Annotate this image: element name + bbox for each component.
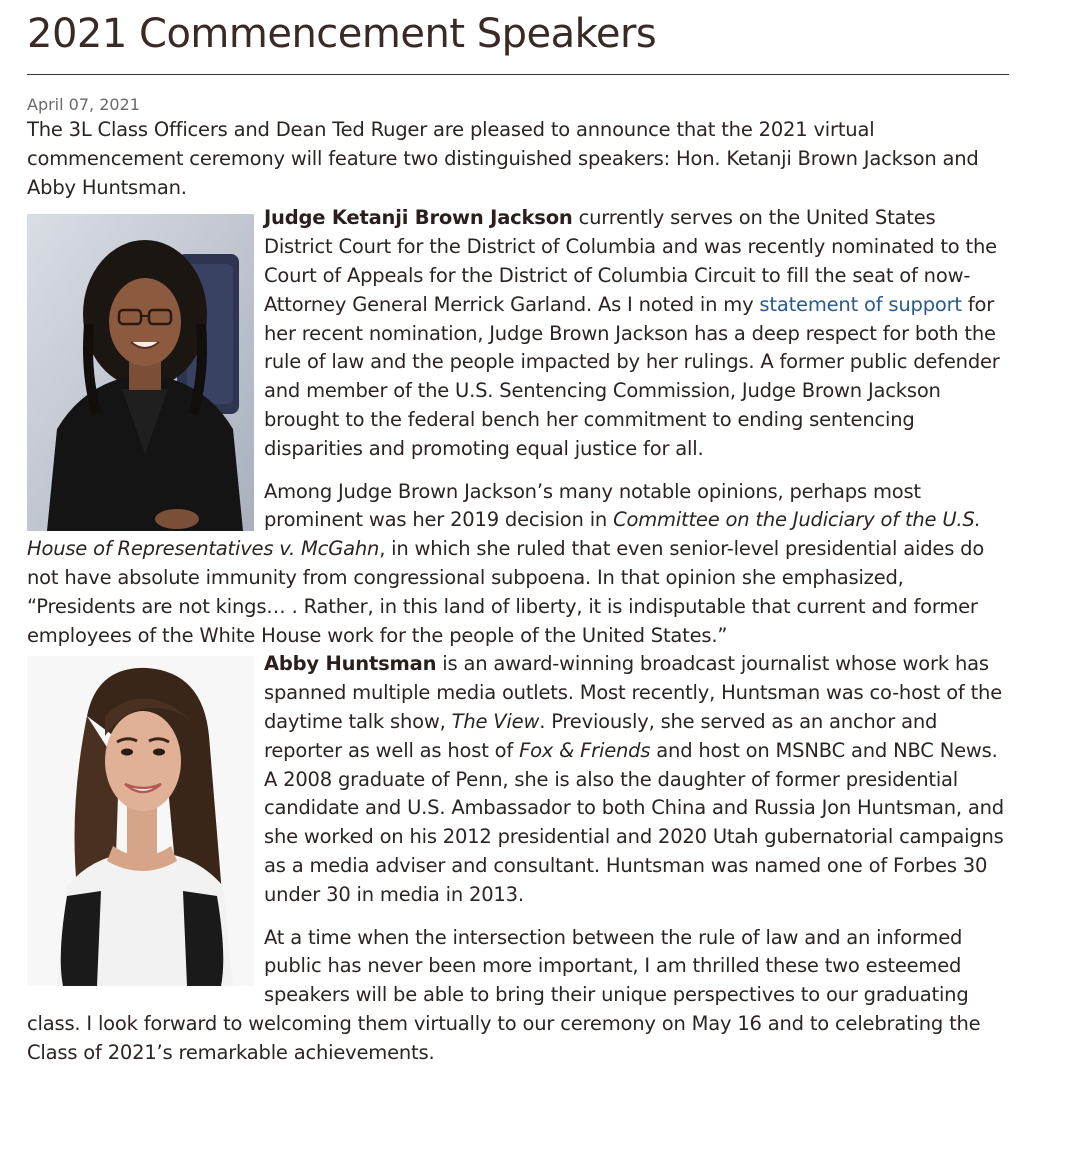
judge-name: Judge Ketanji Brown Jackson bbox=[264, 206, 573, 230]
page-title: 2021 Commencement Speakers bbox=[27, 11, 657, 57]
abby-section bbox=[27, 650, 1009, 1067]
show-fox-and-friends: Fox & Friends bbox=[519, 738, 651, 762]
judge-photo bbox=[27, 214, 254, 531]
intro-paragraph: The 3L Class Officers and Dean Ted Ruger are pleased to announce that the 2021 virtual commencement ceremony will feature two distinguished speakers: Hon. Ketanji Brown Jackson and Abby Huntsman. bbox=[27, 118, 979, 199]
case-name: Committee on the Judiciary of the U.S. House of Representatives v. McGahn bbox=[27, 508, 981, 561]
abby-name: Abby Huntsman bbox=[264, 652, 437, 676]
abby-bio-text-a: is an award-winning broadcast journalist whose work has spanned multiple media outlets. Most recently, Huntsman was co-host of the daytime talk show, bbox=[264, 652, 1002, 733]
closing-paragraph: At a time when the intersection between the rule of law and an informed public has never been more important, I am thrilled these two esteemed speakers will be able to bring their unique perspectives to our graduating class. I look forward to welcoming them virtually to our ceremony on May 16 and to celebrating the Class of 2021’s remarkable achievements. bbox=[27, 925, 981, 1064]
publish-date: April 07, 2021 bbox=[27, 95, 140, 114]
article-body bbox=[27, 116, 1009, 1068]
judge-section bbox=[27, 204, 1009, 650]
judge-bio-text-b: for her recent nomination, Judge Brown Jackson has a deep respect for both the rule of law and the people impacted by her rulings. A former public defender and member of the U.S. Sentencing Commission, Judge Brown Jackson brought to the federal bench her commitment to ending sentencing disparities and promoting equal justice for all. bbox=[264, 292, 1000, 460]
judge-opinion-text-a: Among Judge Brown Jackson’s many notable opinions, perhaps most prominent was her 2019 decision in bbox=[264, 479, 921, 532]
abby-photo bbox=[27, 656, 254, 986]
judge-opinion-text-b: , in which she ruled that even senior-level presidential aides do not have absolute immunity from congressional subpoena. In that opinion she emphasized, “Presidents are not kings… . Rather, in this land of liberty, it is indisputable that current and former employees of the White House work for the people of the United States.” bbox=[27, 537, 985, 647]
abby-bio-text-b: . Previously, she served as an anchor and reporter as well as host of bbox=[264, 709, 938, 762]
judge-bio-text-a: currently serves on the United States District Court for the District of Columbia and was recently nominated to the Court of Appeals for the District of Columbia Circuit to fill the seat of now-Attorney General Merrick Garland. As I noted in my bbox=[264, 206, 997, 316]
statement-of-support-link[interactable]: statement of support bbox=[759, 292, 962, 316]
abby-bio-text-c: and host on MSNBC and NBC News. A 2008 graduate of Penn, she is also the daughter of former presidential candidate and U.S. Ambassador to both China and Russia Jon Huntsman, and she worked on his 2012 presidential and 2020 Utah gubernatorial campaigns as a media adviser and consultant. Huntsman was named one of Forbes 30 under 30 in media in 2013. bbox=[264, 738, 1004, 906]
title-divider bbox=[27, 74, 1009, 75]
show-the-view: The View bbox=[451, 709, 540, 733]
article bbox=[27, 8, 1009, 1068]
